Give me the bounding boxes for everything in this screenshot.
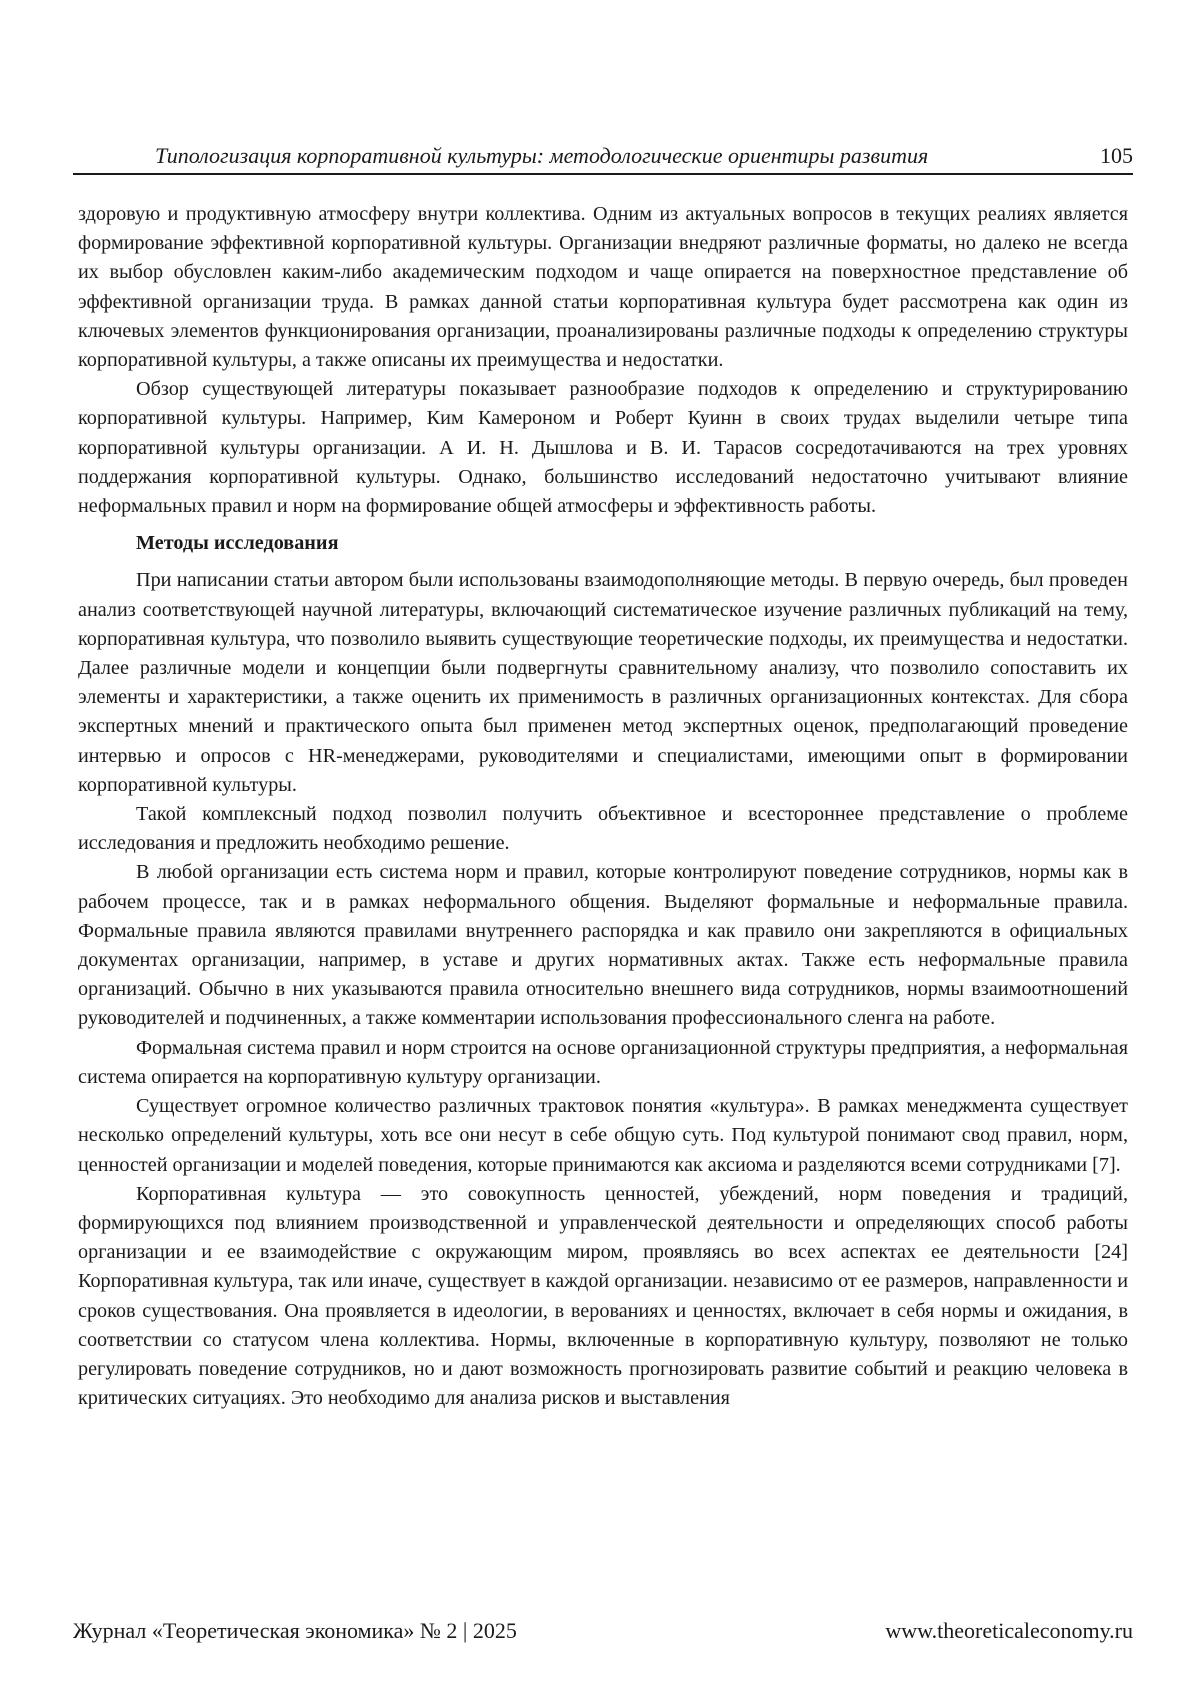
paragraph-methods: При написании статьи автором были использованы взаимодополняющие методы. В первую очередь, был проведен анализ соответствующей научной литературы, включающий систематическое изучение различных публикаций на тему, корпоративная культура, что позволило выявить существующие теоретические подходы, их преимущества и недостатки. Далее различные модели и концепции были подвергнуты сравнительному анализу, что позволило сопоставить их элементы и характеристики, а также оценить их применимость в различных организационных контекстах. Для сбора экспертных мнений и практического опыта был применен метод экспертных оценок, предполагающий проведение интервью и опросов с HR-менеджерами, руководителями и специалистами, имеющими опыт в формировании корпоративной культуры.	[78, 566, 1128, 800]
paragraph-literature-review: Обзор существующей литературы показывает разнообразие подходов к определению и структурированию корпоративной культуры. Например, Ким Камероном и Роберт Куинн в своих трудах выделили четыре типа корпоративной культуры организации. А И. Н. Дышлова и В. И. Тарасов сосредотачиваются на трех уровнях поддержания корпоративной культуры. Однако, большинство исследований недостаточно учитывают влияние неформальных правил и норм на формирование общей атмосферы и эффективность работы.	[78, 375, 1128, 521]
paragraph-approach: Такой комплексный подход позволил получить объективное и всестороннее представление о проблеме исследования и предложить необходимо решение.	[78, 800, 1128, 858]
article-body	[78, 200, 1128, 1413]
paragraph-continued: здоровую и продуктивную атмосферу внутри коллектива. Одним из актуальных вопросов в текущих реалиях является формирование эффективной корпоративной культуры. Организации внедряют различные форматы, но далеко не всегда их выбор обусловлен каким-либо академическим подходом и чаще опирается на поверхностное представление об эффективной организации труда. В рамках данной статьи корпоративная культура будет рассмотрена как один из ключевых элементов функционирования организации, проанализированы различные подходы к определению структуры корпоративной культуры, а также описаны их преимущества и недостатки.	[78, 200, 1128, 375]
paragraph-corporate-culture: Корпоративная культура — это совокупность ценностей, убеждений, норм поведения и традиций, формирующихся под влиянием производственной и управленческой деятельности и определяющих способ работы организации и ее взаимодействие с окружающим миром, проявляясь во всех аспектах ее деятельности [24] Корпоративная культура, так или иначе, существует в каждой организации. независимо от ее размеров, направленности и сроков существования. Она проявляется в идеологии, в верованиях и ценностях, включает в себя нормы и ожидания, в соответствии со статусом члена коллектива. Нормы, включенные в корпоративную культуру, позволяют не только регулировать поведение сотрудников, но и дают возможность прогнозировать развитие событий и реакцию человека в критических ситуациях. Это необходимо для анализа рисков и выставления	[78, 1180, 1128, 1414]
section-heading-methods: Методы исследования	[78, 529, 1128, 558]
running-title: Типологизация корпоративной культуры: методологические ориентиры развития	[155, 143, 928, 169]
paragraph-culture-definition: Существует огромное количество различных трактовок понятия «культура». В рамках менеджмента существует несколько определений культуры, хоть все они несут в себе общую суть. Под культурой понимают свод правил, норм, ценностей организации и моделей поведения, которые принимаются как аксиома и разделяются всеми сотрудниками [7].	[78, 1092, 1128, 1180]
journal-website: www.theoreticaleconomy.ru	[885, 1618, 1133, 1644]
paragraph-norms-rules: В любой организации есть система норм и правил, которые контролируют поведение сотрудников, нормы как в рабочем процессе, так и в рамках неформального общения. Выделяют формальные и неформальные правила. Формальные правила являются правилами внутреннего распорядка и как правило они закрепляются в официальных документах организации, например, в уставе и других нормативных актах. Также есть неформальные правила организаций. Обычно в них указываются правила относительно внешнего вида сотрудников, нормы взаимоотношений руководителей и подчиненных, а также комментарии использования профессионального сленга на работе.	[78, 858, 1128, 1033]
page-footer	[73, 1618, 1133, 1652]
journal-name: Журнал «Теоретическая экономика» № 2 | 2025	[73, 1618, 517, 1644]
page-number: 105	[1100, 143, 1133, 169]
page-header	[73, 141, 1133, 175]
paragraph-formal-system: Формальная система правил и норм строится на основе организационной структуры предприятия, а неформальная система опирается на корпоративную культуру организации.	[78, 1034, 1128, 1092]
